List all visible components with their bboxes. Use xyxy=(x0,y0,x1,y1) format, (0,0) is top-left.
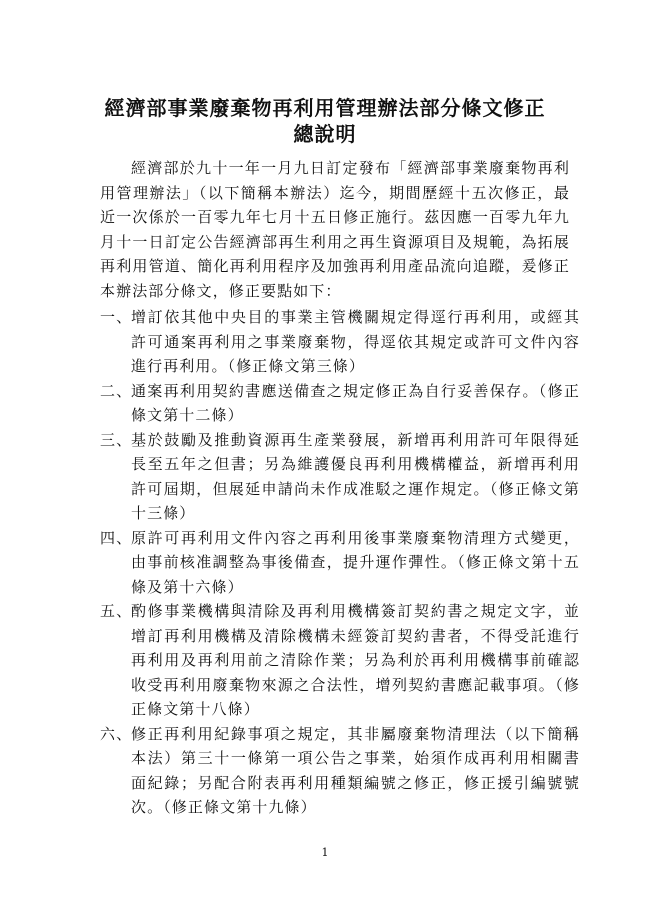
amendment-point xyxy=(100,599,580,722)
point-number: 三、 xyxy=(100,430,133,449)
document-subtitle: 總說明 xyxy=(293,122,357,146)
point-text: 原許可再利用文件內容之再利用後事業廢棄物清理方式變更，由事前核准調整為事後備查，提升運作彈性。（修正條文第十五條及第十六條） xyxy=(131,528,580,596)
point-text: 酌修事業機構與清除及再利用機構簽訂契約書之規定文字，並增訂再利用機構及清除機構未經簽訂契約書者，不得受託進行再利用及再利用前之清除作業；另為利於再利用機構事前確認收受再利用廢棄物來源之合法性，增列契約書應記載事項。（修正條文第十八條） xyxy=(131,602,580,718)
point-text: 基於鼓勵及推動資源再生產業發展，新增再利用許可年限得延長至五年之但書；另為維護優良再利用機構權益，新增再利用許可屆期，但展延申請尚未作成准駁之運作規定。（修正條文第十三條） xyxy=(131,430,580,522)
intro-paragraph: 經濟部於九十一年一月九日訂定發布「經濟部事業廢棄物再利用管理辦法」（以下簡稱本辦法）迄今，期間歷經十五次修正，最近一次係於一百零九年七月十五日修正施行。茲因應一百零九年九月十一日訂定公告經濟部再生利用之再生資源項目及規範，為拓展再利用管道、簡化再利用程序及加強再利用產品流向追蹤，爰修正本辦法部分條文，修正要點如下： xyxy=(100,159,570,300)
point-text: 增訂依其他中央目的事業主管機關規定得逕行再利用，或經其許可通案再利用之事業廢棄物，得逕依其規定或許可文件內容進行再利用。（修正條文第三條） xyxy=(131,308,580,375)
point-number: 二、 xyxy=(100,381,133,400)
point-number: 四、 xyxy=(100,528,133,547)
point-number: 六、 xyxy=(100,724,133,743)
amendment-point xyxy=(100,379,580,428)
amendment-point xyxy=(100,526,580,600)
amendment-point xyxy=(100,305,580,379)
point-text: 通案再利用契約書應送備查之規定修正為自行妥善保存。（修正條文第十二條） xyxy=(131,381,580,424)
amendment-points-list xyxy=(100,305,580,820)
amendment-point xyxy=(100,722,580,820)
document-title: 經濟部事業廢棄物再利用管理辦法部分條文修正 xyxy=(104,96,546,120)
point-number: 五、 xyxy=(100,602,133,620)
point-text: 修正再利用紀錄事項之規定，其非屬廢棄物清理法（以下簡稱本法）第三十一條第一項公告之事業，始須作成再利用相關書面紀錄；另配合附表再利用種類編號之修正，修正援引編號號次。（修正條文第十九條） xyxy=(131,724,580,816)
point-number: 一、 xyxy=(100,308,133,326)
page-number: 1 xyxy=(321,846,329,859)
amendment-point xyxy=(100,428,580,526)
